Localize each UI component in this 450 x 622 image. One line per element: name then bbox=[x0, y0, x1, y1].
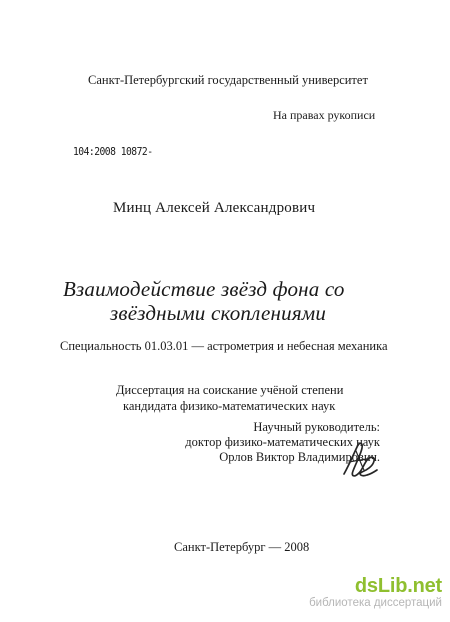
author-name: Минц Алексей Александрович bbox=[113, 200, 316, 216]
university-name: Санкт-Петербургский государственный университет bbox=[88, 73, 368, 87]
specialty-line: Специальность 01.03.01 — астрометрия и небесная механика bbox=[60, 339, 388, 353]
handwritten-signature-icon bbox=[336, 439, 382, 481]
city-year: Санкт-Петербург — 2008 bbox=[174, 540, 310, 554]
dissertation-title-line-1: Взаимодействие звёзд фона со bbox=[63, 277, 345, 301]
supervisor-degree: доктор физико-математических наук bbox=[185, 435, 380, 449]
archive-stamp-code: 104:2008 10872- bbox=[73, 145, 153, 158]
dslib-watermark bbox=[292, 576, 442, 616]
degree-line-2: кандидата физико-математических наук bbox=[123, 399, 336, 413]
watermark-subtitle: библиотека диссертаций bbox=[309, 597, 442, 609]
supervisor-name: Орлов Виктор Владимирович. bbox=[219, 450, 380, 464]
manuscript-rights-note: На правах рукописи bbox=[273, 108, 376, 122]
watermark-logo-text: dsLib.net bbox=[354, 575, 442, 597]
degree-line-1: Диссертация на соискание учёной степени bbox=[116, 383, 344, 397]
supervisor-label: Научный руководитель: bbox=[253, 420, 380, 434]
dissertation-title-line-2: звёздными скоплениями bbox=[110, 301, 327, 325]
